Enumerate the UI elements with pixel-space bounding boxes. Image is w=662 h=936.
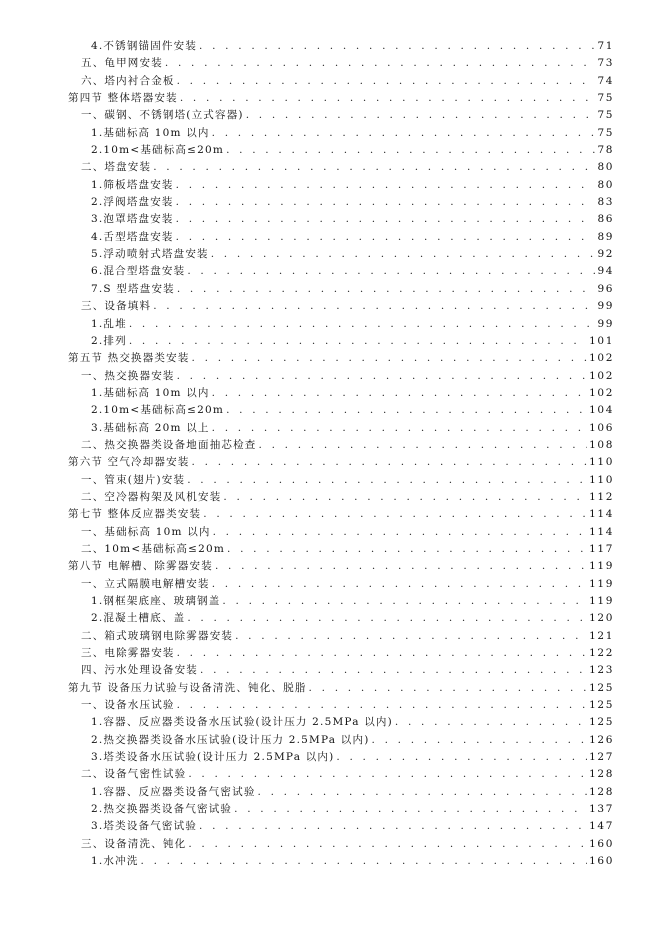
toc-entry-page-number: 117 — [589, 542, 614, 555]
dot-leader — [395, 714, 587, 731]
toc-entry-label: 二、10m<基础标高≤20m — [81, 542, 226, 555]
dot-leader — [199, 818, 587, 835]
dot-leader — [187, 263, 595, 280]
toc-entry-page-number: 128 — [589, 785, 614, 798]
toc-entry-label: 1.容器、反应器类设备气密试验 — [91, 785, 256, 798]
toc-entry-page-number: 125 — [589, 699, 614, 712]
dot-leader — [176, 229, 596, 246]
dot-leader — [200, 662, 587, 679]
toc-entry-page-number: 119 — [589, 560, 614, 573]
toc-entry-page-number: 112 — [589, 490, 614, 503]
toc-entry-page-number: 114 — [589, 525, 614, 538]
toc-entry[interactable] — [0, 749, 662, 766]
dot-leader — [141, 853, 588, 870]
toc-entry[interactable] — [0, 263, 662, 280]
toc-entry-label: 2.10m<基础标高≤20m — [91, 144, 225, 157]
dot-leader — [165, 55, 596, 72]
toc-entry-page-number: 96 — [597, 282, 614, 295]
dot-leader — [212, 385, 588, 402]
toc-entry[interactable] — [0, 246, 662, 263]
toc-entry[interactable] — [0, 680, 662, 697]
toc-entry[interactable] — [0, 385, 662, 402]
toc-entry[interactable] — [0, 316, 662, 333]
toc-entry-page-number: 83 — [597, 196, 614, 209]
toc-entry[interactable] — [0, 541, 662, 558]
toc-entry-page-number: 102 — [589, 386, 614, 399]
toc-entry-label: 第八节 电解槽、除雾器安装 — [68, 560, 213, 573]
dot-leader — [188, 766, 587, 783]
toc-entry[interactable] — [0, 333, 662, 350]
toc-entry[interactable] — [0, 558, 662, 575]
toc-entry-page-number: 122 — [589, 647, 614, 660]
dot-leader — [180, 90, 596, 107]
table-of-contents — [0, 38, 662, 871]
toc-entry-label: 一、设备水压试验 — [81, 699, 175, 712]
toc-entry-page-number: 80 — [597, 178, 614, 191]
toc-entry-page-number: 119 — [589, 595, 614, 607]
toc-entry-page-number: 125 — [589, 681, 614, 694]
dot-leader — [129, 316, 596, 333]
toc-entry[interactable] — [0, 73, 662, 90]
dot-leader — [153, 298, 595, 315]
toc-entry-label: 一、立式隔膜电解槽安装 — [81, 577, 210, 590]
toc-entry[interactable] — [0, 125, 662, 142]
dot-leader — [226, 402, 587, 419]
toc-entry-page-number: 125 — [589, 716, 614, 729]
toc-entry-label: 1.筛板塔盘安装 — [91, 178, 174, 191]
dot-leader — [188, 836, 587, 853]
dot-leader — [199, 38, 595, 55]
toc-entry-page-number: 74 — [597, 74, 614, 87]
dot-leader — [372, 732, 588, 749]
toc-entry[interactable] — [0, 90, 662, 107]
toc-entry[interactable] — [0, 489, 662, 506]
toc-entry[interactable] — [0, 211, 662, 228]
toc-entry-label: 6.混合型塔盘安装 — [91, 265, 186, 278]
toc-entry-label: 1.基础标高 10m 以内 — [91, 386, 210, 399]
dot-leader — [222, 593, 587, 610]
toc-entry[interactable] — [0, 472, 662, 489]
toc-entry-label: 5.浮动喷射式塔盘安装 — [91, 248, 209, 261]
toc-entry-page-number: 73 — [597, 57, 614, 70]
toc-entry-label: 4.不锈钢锚固件安装 — [91, 40, 198, 52]
dot-leader — [192, 350, 588, 367]
toc-entry-page-number: 160 — [589, 855, 614, 868]
dot-leader — [177, 73, 596, 90]
toc-entry-label: 一、管束(翅片)安装 — [81, 473, 186, 486]
toc-entry-label: 3.塔类设备气密试验 — [91, 820, 198, 833]
dot-leader — [259, 437, 588, 454]
toc-entry-label: 二、热交换器类设备地面抽芯检查 — [81, 438, 257, 451]
dot-leader — [223, 489, 587, 506]
toc-entry-page-number: 75 — [597, 92, 614, 105]
toc-entry-label: 3.塔类设备水压试验(设计压力 2.5MPa 以内) — [91, 751, 335, 764]
toc-entry[interactable] — [0, 836, 662, 853]
toc-entry-page-number: 102 — [589, 369, 614, 382]
toc-entry-label: 2.热交换器类设备水压试验(设计压力 2.5MPa 以内) — [91, 733, 370, 746]
toc-entry[interactable] — [0, 732, 662, 749]
toc-entry-label: 1.基础标高 10m 以内 — [91, 126, 210, 139]
toc-entry[interactable] — [0, 645, 662, 662]
toc-entry[interactable] — [0, 784, 662, 801]
toc-entry-page-number: 92 — [597, 248, 614, 261]
toc-entry-label: 第七节 整体反应器类安装 — [68, 508, 202, 521]
toc-entry-page-number: 137 — [589, 803, 614, 816]
dot-leader — [226, 142, 595, 159]
toc-entry-label: 四、污水处理设备安装 — [81, 664, 198, 677]
toc-entry[interactable] — [0, 107, 662, 124]
toc-entry-label: 2.10m<基础标高≤20m — [91, 404, 225, 417]
toc-entry-page-number: 78 — [597, 144, 614, 157]
toc-entry[interactable] — [0, 628, 662, 645]
toc-entry[interactable] — [0, 524, 662, 541]
toc-entry-label: 2.热交换器类设备气密试验 — [91, 803, 233, 816]
toc-entry[interactable] — [0, 350, 662, 367]
dot-leader — [177, 645, 588, 662]
toc-entry-label: 4.舌型塔盘安装 — [91, 230, 174, 243]
toc-entry-page-number: 89 — [597, 230, 614, 243]
dot-leader — [235, 628, 587, 645]
dot-leader — [212, 576, 587, 593]
toc-entry-label: 三、设备清洗、钝化 — [81, 837, 187, 850]
toc-entry-label: 二、空冷器构架及风机安装 — [81, 490, 222, 503]
toc-entry-label: 3.基础标高 20m 以上 — [91, 421, 210, 434]
toc-entry-label: 二、箱式玻璃钢电除雾器安装 — [81, 629, 234, 642]
toc-entry-label: 三、电除雾器安装 — [81, 647, 175, 660]
toc-entry[interactable] — [0, 454, 662, 471]
toc-entry-page-number: 160 — [589, 837, 614, 850]
dot-leader — [129, 333, 587, 350]
toc-entry[interactable] — [0, 229, 662, 246]
toc-entry-page-number: 127 — [589, 751, 614, 764]
toc-entry[interactable] — [0, 368, 662, 385]
toc-entry-page-number: 123 — [589, 664, 614, 677]
dot-leader — [176, 194, 596, 211]
dot-leader — [234, 801, 587, 818]
toc-entry-label: 2.浮阀塔盘安装 — [91, 196, 174, 209]
toc-entry-page-number: 99 — [597, 300, 614, 313]
dot-leader — [192, 454, 588, 471]
toc-entry-page-number: 128 — [589, 768, 614, 781]
dot-leader — [227, 541, 587, 558]
toc-entry-label: 一、碳钢、不锈钢塔(立式容器) — [81, 109, 244, 122]
toc-entry[interactable] — [0, 402, 662, 419]
toc-entry-label: 3.泡罩塔盘安装 — [91, 213, 174, 226]
toc-entry-page-number: 110 — [589, 456, 614, 469]
toc-entry-page-number: 101 — [589, 334, 614, 347]
toc-entry[interactable] — [0, 766, 662, 783]
toc-entry[interactable] — [0, 420, 662, 437]
toc-entry-page-number: 120 — [589, 612, 614, 625]
toc-entry-label: 2.排列 — [91, 334, 127, 347]
toc-entry-page-number: 75 — [597, 126, 614, 139]
toc-entry-page-number: 110 — [589, 473, 614, 486]
toc-entry-label: 1.钢框架底座、玻璃钢盖 — [91, 595, 221, 607]
toc-entry-label: 1.水冲洗 — [91, 855, 139, 868]
toc-entry-label: 1.容器、反应器类设备水压试验(设计压力 2.5MPa 以内) — [91, 716, 393, 729]
toc-entry-label: 2.混凝土槽底、盖 — [91, 612, 186, 625]
toc-entry-label: 1.乱堆 — [91, 317, 127, 330]
dot-leader — [212, 125, 596, 142]
toc-entry-page-number: 94 — [597, 265, 614, 278]
toc-entry-page-number: 86 — [597, 213, 614, 226]
toc-entry-label: 二、塔盘安装 — [81, 161, 152, 174]
dot-leader — [336, 749, 587, 766]
toc-entry-label: 一、基础标高 10m 以内 — [81, 525, 211, 538]
toc-entry-label: 二、设备气密性试验 — [81, 768, 187, 781]
dot-leader — [177, 281, 596, 298]
toc-entry[interactable] — [0, 194, 662, 211]
toc-entry-page-number: 75 — [597, 109, 614, 122]
toc-entry-page-number: 119 — [589, 577, 614, 590]
toc-entry-label: 五、龟甲网安装 — [81, 57, 163, 70]
toc-entry-label: 一、热交换器安装 — [81, 369, 175, 382]
toc-entry[interactable] — [0, 281, 662, 298]
toc-entry-label: 六、塔内衬合金板 — [81, 74, 175, 87]
toc-entry-page-number: 102 — [589, 352, 614, 365]
dot-leader — [187, 472, 587, 489]
toc-entry-page-number: 114 — [589, 508, 614, 521]
dot-leader — [211, 246, 596, 263]
toc-entry-label: 7.S 型塔盘安装 — [91, 282, 175, 295]
toc-entry[interactable] — [0, 801, 662, 818]
dot-leader — [177, 697, 588, 714]
dot-leader — [213, 524, 588, 541]
toc-entry[interactable] — [0, 818, 662, 835]
dot-leader — [258, 784, 588, 801]
toc-entry[interactable] — [0, 697, 662, 714]
toc-entry-label: 第六节 空气冷却器安装 — [68, 456, 190, 469]
toc-entry-page-number: 104 — [589, 404, 614, 417]
dot-leader — [177, 368, 588, 385]
toc-entry[interactable] — [0, 610, 662, 627]
toc-entry[interactable] — [0, 593, 662, 610]
toc-entry[interactable] — [0, 506, 662, 523]
toc-entry-page-number: 126 — [589, 733, 614, 746]
toc-entry-page-number: 71 — [597, 40, 614, 52]
toc-entry-label: 第四节 整体塔器安装 — [68, 92, 178, 105]
toc-entry-page-number: 99 — [597, 317, 614, 330]
dot-leader — [176, 177, 596, 194]
toc-entry[interactable] — [0, 298, 662, 315]
dot-leader — [176, 211, 596, 228]
toc-entry[interactable] — [0, 853, 662, 870]
dot-leader — [187, 610, 587, 627]
dot-leader — [309, 680, 588, 697]
toc-entry[interactable] — [0, 177, 662, 194]
dot-leader — [215, 558, 587, 575]
toc-entry[interactable] — [0, 55, 662, 72]
toc-entry-label: 三、设备填料 — [81, 300, 152, 313]
toc-entry-page-number: 121 — [589, 629, 614, 642]
dot-leader — [212, 420, 588, 437]
toc-entry-label: 第五节 热交换器类安装 — [68, 352, 190, 365]
toc-entry[interactable] — [0, 38, 662, 55]
toc-entry-page-number: 80 — [597, 161, 614, 174]
dot-leader — [153, 159, 595, 176]
toc-entry[interactable] — [0, 142, 662, 159]
toc-entry[interactable] — [0, 159, 662, 176]
toc-entry[interactable] — [0, 437, 662, 454]
toc-entry[interactable] — [0, 576, 662, 593]
toc-entry-page-number: 106 — [589, 421, 614, 434]
dot-leader — [203, 506, 587, 523]
toc-entry[interactable] — [0, 662, 662, 679]
toc-entry-page-number: 147 — [589, 820, 614, 833]
toc-entry-page-number: 108 — [589, 438, 614, 451]
dot-leader — [246, 107, 596, 124]
toc-entry-label: 第九节 设备压力试验与设备清洗、钝化、脱脂 — [68, 681, 307, 694]
toc-entry[interactable] — [0, 714, 662, 731]
